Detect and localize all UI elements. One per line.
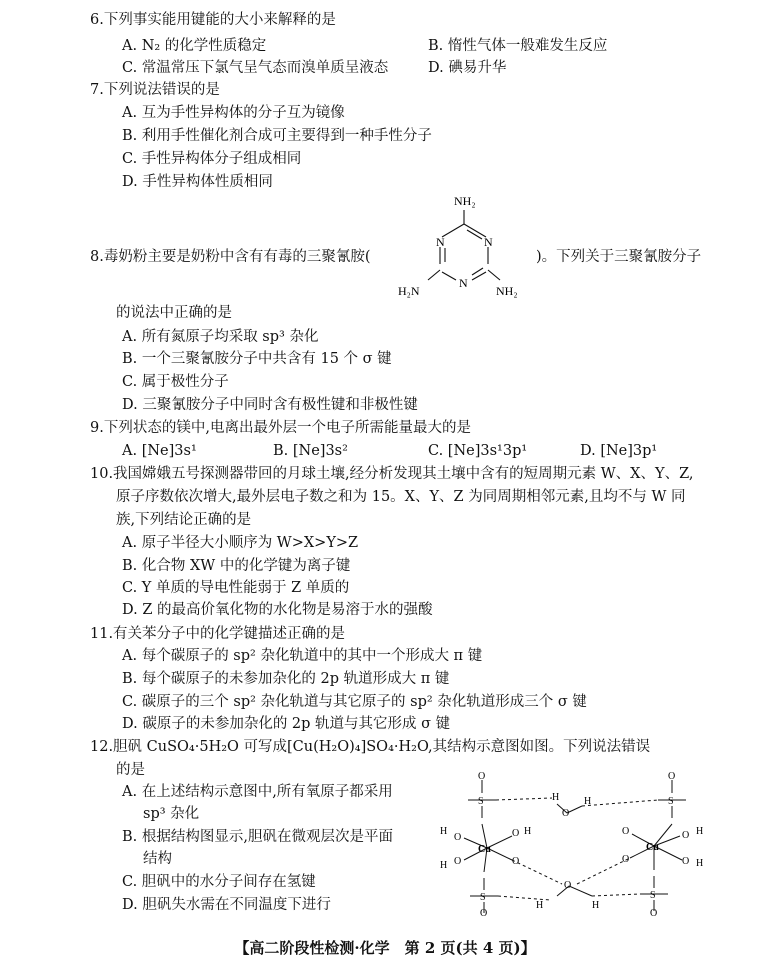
o-label: O [512,828,520,839]
o-label: O [682,830,690,841]
o-label: O [478,771,486,782]
q12-option-d: D. 胆矾失水需在不同温度下进行 [122,897,331,913]
nh2-top-label: NH₂ [454,194,476,208]
q7-option-a: A. 互为手性异构体的分子互为镜像 [122,105,345,121]
q12-option-c: C. 胆矾中的水分子间存在氢键 [122,874,316,890]
q7-option-d: D. 手性异构体性质相同 [122,174,273,190]
page-footer: 【高二阶段性检测·化学 第 2 页(共 4 页)】 [234,939,536,957]
s-label: S [478,796,484,807]
o-label: O [454,832,462,843]
h-label: H [592,900,600,911]
ring-n-bottom: N [459,276,468,290]
nh2-right-label: NH₂ [496,284,518,298]
q6-stem: 6.下列事实能用键能的大小来解释的是 [90,12,336,28]
q12-option-a-line1: A. 在上述结构示意图中,所有氧原子都采用 [122,784,393,800]
h-label: H [696,826,704,837]
q11-stem: 11.有关苯分子中的化学键描述正确的是 [90,626,346,642]
h-label: H [440,826,448,837]
q9-option-d: D. [Ne]3p¹ [580,443,658,459]
q12-option-a-line2: sp³ 杂化 [143,806,200,822]
q8-stem-start: 8.毒奶粉主要是奶粉中含有有毒的三聚氰胺( [90,249,371,265]
o-label: O [454,856,462,867]
ring-n-left: N [436,235,445,249]
q7-option-b: B. 利用手性催化剂合成可主要得到一种手性分子 [122,128,432,144]
o-label: O [480,908,488,918]
q11-option-c: C. 碳原子的三个 sp² 杂化轨道与其它原子的 sp² 杂化轨道形成三个 σ 键 [122,694,587,710]
q10-stem-line3: 族,下列结论正确的是 [116,512,252,528]
h-label: H [440,860,448,871]
q12-stem-line1: 12.胆矾 CuSO₄·5H₂O 可写成[Cu(H₂O)₄]SO₄·H₂O,其结构示意图如图。下列说法错误 [90,739,651,755]
o-label: O [650,908,658,918]
melamine-structure [392,192,537,302]
q6-option-a: A. N₂ 的化学性质稳定 [122,38,267,54]
s-label: S [668,796,674,807]
q7-stem: 7.下列说法错误的是 [90,82,220,98]
s-label: S [480,892,486,903]
q6-option-b: B. 惰性气体一般难发生反应 [428,38,608,54]
o-label: O [564,880,572,891]
q10-option-a: A. 原子半径大小顺序为 W>X>Y>Z [122,535,359,551]
q8-stem-end: )。下列关于三聚氰胺分子 [536,249,702,265]
q9-stem: 9.下列状态的镁中,电离出最外层一个电子所需能量最大的是 [90,420,471,436]
q6-option-c: C. 常温常压下氯气呈气态而溴单质呈液态 [122,60,389,76]
nh2-left-label: H₂N [398,284,420,298]
q9-option-a: A. [Ne]3s¹ [122,443,197,459]
h-label: H [536,900,544,911]
o-label: O [668,771,676,782]
q11-option-a: A. 每个碳原子的 sp² 杂化轨道中的其中一个形成大 π 键 [122,648,483,664]
ring-n-right: N [484,235,493,249]
o-label: O [622,826,630,837]
cu-label-left: Cu [478,844,491,855]
q11-option-b: B. 每个碳原子的未参加杂化的 2p 轨道形成大 π 键 [122,671,450,687]
q7-option-c: C. 手性异构体分子组成相同 [122,151,302,167]
q8-option-c: C. 属于极性分子 [122,374,229,390]
q6-option-d: D. 碘易升华 [428,60,507,76]
q12-option-b-line2: 结构 [143,851,172,867]
h-label: H [552,792,560,803]
o-label: O [512,856,520,867]
q12-stem-line2: 的是 [116,762,145,778]
h-label: H [584,796,592,807]
h-label: H [524,826,532,837]
s-label: S [650,890,656,901]
q10-option-d: D. Z 的最高价氧化物的水化物是易溶于水的强酸 [122,602,433,618]
q8-option-d: D. 三聚氰胺分子中同时含有极性键和非极性键 [122,397,418,413]
q8-option-a: A. 所有氮原子均采取 sp³ 杂化 [122,329,319,345]
copper-sulfate-structure [432,768,722,918]
q10-stem-line1: 10.我国嫦娥五号探测器带回的月球土壤,经分析发现其土壤中含有的短周期元素 W、X、Y、Z, [90,466,694,482]
o-label: O [622,854,630,865]
q12-option-b-line1: B. 根据结构图显示,胆矾在微观层次是平面 [122,829,393,845]
q10-stem-line2: 原子序数依次增大,最外层电子数之和为 15。X、Y、Z 为同周期相邻元素,且均不与 W 同 [116,489,686,505]
q10-option-b: B. 化合物 XW 中的化学键为离子键 [122,558,351,574]
q8-stem-continued: 的说法中正确的是 [116,305,232,321]
o-label: O [682,856,690,867]
q9-option-c: C. [Ne]3s¹3p¹ [428,443,528,459]
q8-option-b: B. 一个三聚氰胺分子中共含有 15 个 σ 键 [122,351,392,367]
cu-label-right: Cu [646,842,659,853]
o-label: O [562,808,570,819]
q9-option-b: B. [Ne]3s² [273,443,348,459]
h-label: H [696,858,704,869]
q10-option-c: C. Y 单质的导电性能弱于 Z 单质的 [122,580,350,596]
q11-option-d: D. 碳原子的未参加杂化的 2p 轨道与其它形成 σ 键 [122,716,451,732]
